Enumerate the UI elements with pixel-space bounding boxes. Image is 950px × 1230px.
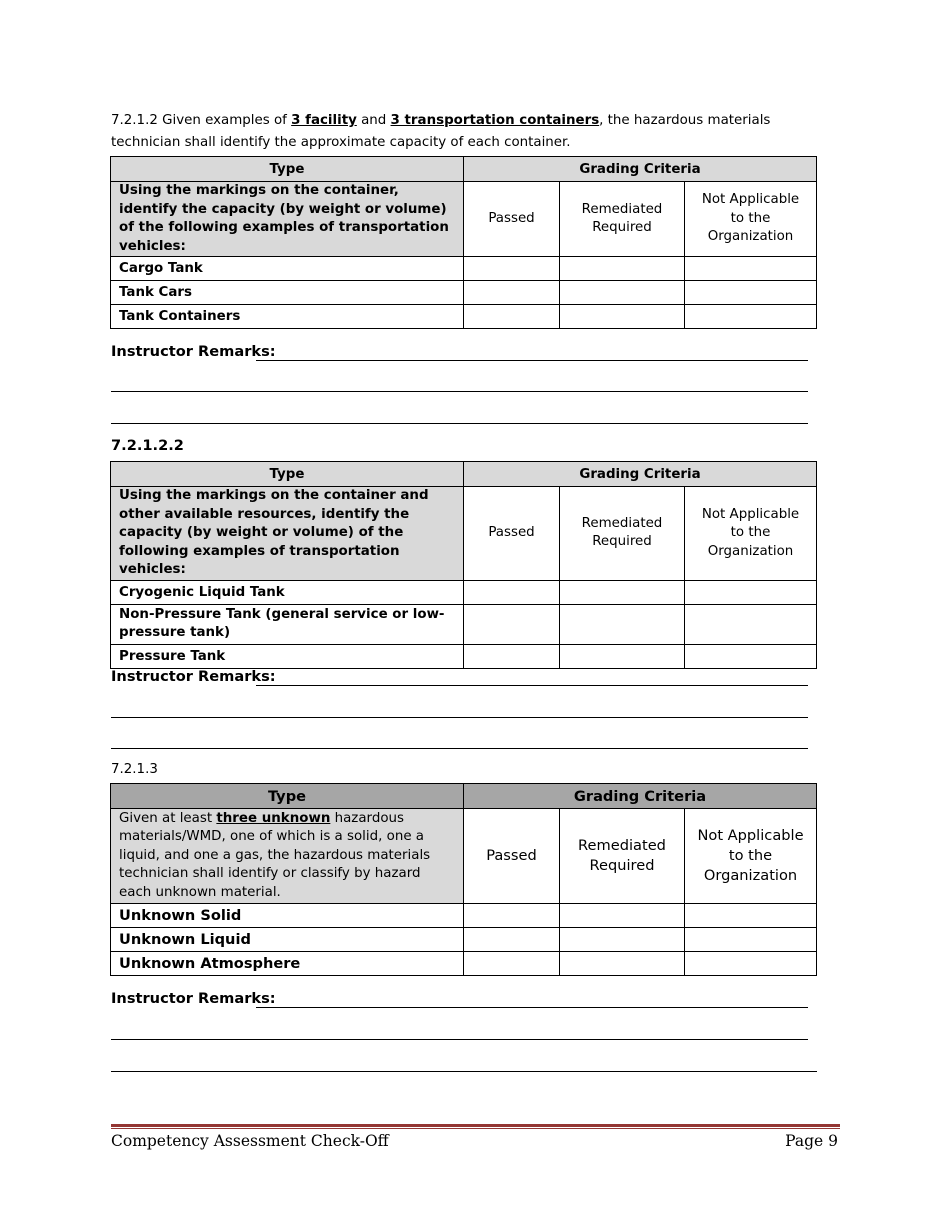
remediated-cell[interactable] [560, 257, 685, 281]
remediated-cell[interactable] [560, 952, 685, 976]
passed-cell[interactable] [464, 904, 560, 928]
table-row [111, 904, 817, 928]
not-applicable-cell[interactable] [685, 281, 817, 305]
passed-cell[interactable] [464, 928, 560, 952]
passed-label: Passed [464, 809, 560, 904]
table-row [111, 257, 817, 281]
row-label: Non-Pressure Tank (general service or low-pressure tank) [111, 604, 464, 644]
description-emphasis: three unknown [216, 810, 331, 826]
remediated-cell[interactable] [560, 904, 685, 928]
intro-text: and [356, 113, 391, 128]
row-label: Tank Containers [111, 305, 464, 329]
not-applicable-cell[interactable] [685, 257, 817, 281]
remediated-cell[interactable] [560, 644, 685, 668]
task-description: Using the markings on the container and other available resources, identify the capacity (by weight or volume) of the following examples of transportation vehicles: [111, 487, 464, 581]
table-row [111, 644, 817, 668]
row-label: Unknown Liquid [111, 928, 464, 952]
page-number: Page 9 [785, 1132, 838, 1150]
not-applicable-label: Not Applicable to the Organization [685, 182, 817, 257]
row-label: Tank Cars [111, 281, 464, 305]
passed-cell[interactable] [464, 257, 560, 281]
remediated-label: Remediated Required [560, 487, 685, 581]
instructor-remarks-label: Instructor Remarks: [111, 990, 276, 1007]
remarks-line[interactable] [111, 391, 808, 392]
remediated-label: Remediated Required [560, 809, 685, 904]
row-label: Cryogenic Liquid Tank [111, 580, 464, 604]
not-applicable-cell[interactable] [685, 580, 817, 604]
remediated-cell[interactable] [560, 305, 685, 329]
instructor-remarks-label: Instructor Remarks: [111, 668, 276, 685]
not-applicable-cell[interactable] [685, 904, 817, 928]
passed-cell[interactable] [464, 604, 560, 644]
remediated-cell[interactable] [560, 580, 685, 604]
row-label: Unknown Atmosphere [111, 952, 464, 976]
passed-label: Passed [464, 487, 560, 581]
intro-emphasis-transportation: 3 transportation containers [390, 113, 600, 128]
row-label: Unknown Solid [111, 904, 464, 928]
remarks-line[interactable] [111, 1071, 817, 1072]
passed-cell[interactable] [464, 281, 560, 305]
description-text: Given at least [119, 810, 217, 826]
grading-table-3 [110, 783, 817, 976]
passed-label: Passed [464, 182, 560, 257]
table-row [111, 604, 817, 644]
row-label: Pressure Tank [111, 644, 464, 668]
passed-cell[interactable] [464, 644, 560, 668]
remarks-line[interactable] [111, 717, 808, 718]
table-row [111, 305, 817, 329]
intro-paragraph [111, 110, 821, 153]
table-row [111, 580, 817, 604]
remarks-line[interactable] [256, 685, 808, 686]
table-row [111, 952, 817, 976]
not-applicable-cell[interactable] [685, 305, 817, 329]
remarks-line[interactable] [111, 748, 808, 749]
not-applicable-cell[interactable] [685, 952, 817, 976]
not-applicable-label: Not Applicable to the Organization [685, 487, 817, 581]
footer-title: Competency Assessment Check-Off [111, 1132, 389, 1150]
instructor-remarks-label: Instructor Remarks: [111, 343, 276, 360]
footer-divider [111, 1124, 840, 1127]
grading-table-2 [110, 461, 817, 669]
grading-criteria-header: Grading Criteria [464, 462, 817, 487]
section-number: 7.2.1.2.2 [111, 437, 184, 454]
passed-cell[interactable] [464, 952, 560, 976]
passed-cell[interactable] [464, 305, 560, 329]
not-applicable-cell[interactable] [685, 928, 817, 952]
task-description [111, 809, 464, 904]
type-header: Type [111, 157, 464, 182]
remarks-line[interactable] [256, 1007, 808, 1008]
remediated-cell[interactable] [560, 281, 685, 305]
task-description: Using the markings on the container, identify the capacity (by weight or volume) of the following examples of transportation vehicles: [111, 182, 464, 257]
remarks-line[interactable] [111, 1039, 808, 1040]
grading-criteria-header: Grading Criteria [464, 157, 817, 182]
section-number: 7.2.1.3 [111, 762, 158, 777]
remediated-label: Remediated Required [560, 182, 685, 257]
table-row [111, 281, 817, 305]
not-applicable-cell[interactable] [685, 644, 817, 668]
grading-criteria-header: Grading Criteria [464, 784, 817, 809]
table-row [111, 928, 817, 952]
intro-text: 7.2.1.2 Given examples of [111, 113, 292, 128]
not-applicable-label: Not Applicable to the Organization [685, 809, 817, 904]
row-label: Cargo Tank [111, 257, 464, 281]
passed-cell[interactable] [464, 580, 560, 604]
remarks-line[interactable] [111, 423, 808, 424]
footer-divider [111, 1128, 840, 1129]
not-applicable-cell[interactable] [685, 604, 817, 644]
intro-text: , the hazardous materials technician shall identify the approximate capacity of each container. [111, 113, 771, 150]
remediated-cell[interactable] [560, 604, 685, 644]
intro-emphasis-facility: 3 facility [291, 113, 357, 128]
remediated-cell[interactable] [560, 928, 685, 952]
description-text: hazardous materials/WMD, one of which is a solid, one a liquid, and one a gas, the hazardous materials technician shall identify or classify by hazard each unknown material. [119, 810, 431, 900]
remarks-line[interactable] [256, 360, 808, 361]
grading-table-1 [110, 156, 817, 329]
type-header: Type [111, 462, 464, 487]
type-header: Type [111, 784, 464, 809]
